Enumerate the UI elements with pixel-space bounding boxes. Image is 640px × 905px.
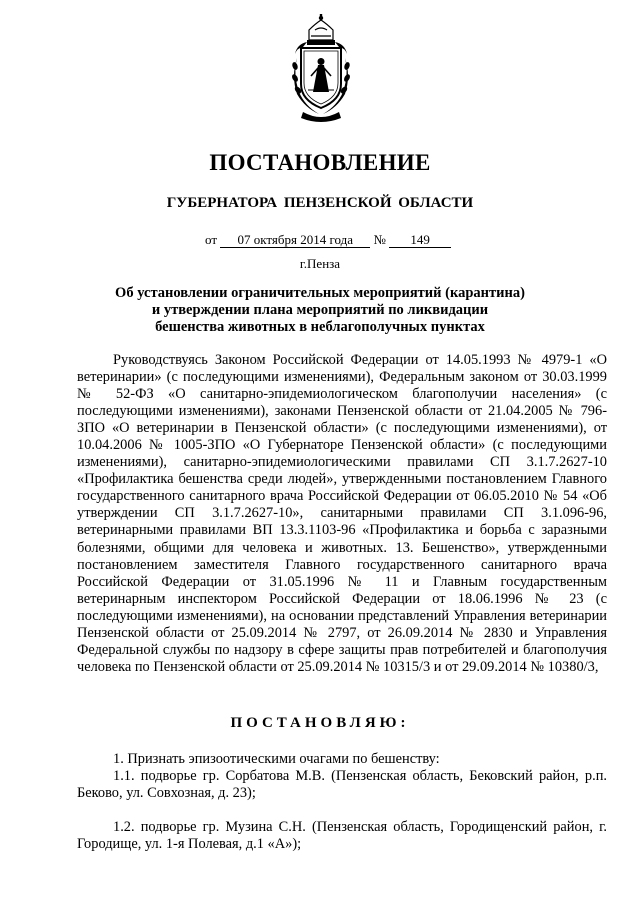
decree-word: ПОСТАНОВЛЯЮ: — [230, 715, 410, 731]
date-number-line — [205, 232, 451, 248]
document-city: г.Пенза — [299, 256, 341, 271]
document-date: 07 октября 2014 года — [220, 232, 370, 248]
preamble-paragraph: Руководствуясь Законом Российской Федерации от 14.05.1993 № 4979-1 «О ветеринарии» (с последующими изменениями), Федеральным законом от 30.03.1999 № 52-ФЗ «О санитарно-эпидемиологическом благополучии населения» (с последующими изменениями), законами Пензенской области от 21.04.2005 № 796-ЗПО «О ветеринарии в Пензенской области» (с последующими изменениями), от 10.04.2006 № 1005-ЗПО «О Губернаторе Пензенской области» (с последующими изменениями), санитарно-эпидемиологическими правилами СП 3.1.7.2627-10 «Профилактика бешенства среди людей», утвержденными постановлением Главного государственного санитарного врача Российской Федерации от 06.05.2010 № 54 «Об утверждении СП 3.1.7.2627-10», санитарными правилами СП 3.1.096-96, ветеринарными правилами ВП 13.3.1103-96 «Профилактика и борьба с заразными болезнями, общими для человека и животных. 13. Бешенство», утвержденными постановлением заместителя Главного государственного санитарного врача Российской Федерации от 31.05.1996 № 11 и Главным государственным ветеринарным инспектором Российской Федерации от 18.06.1996 № 23 (с последующими изменениями), на основании представлений Управления ветеринарии Пензенской области от 25.09.2014 № 2797, от 26.09.2014 № 2830 и Управления Федеральной службы по надзору в сфере защиты прав потребителей и благополучия человека по Пензенской области от 25.09.2014 № 10315/3 и от 29.09.2014 № 10380/3, — [77, 352, 607, 675]
heading-line: Об установлении ограничительных мероприятий (карантина) — [115, 285, 525, 301]
coat-of-arms-icon — [289, 14, 353, 124]
date-prefix: от — [205, 232, 218, 247]
document-title: ПОСТАНОВЛЕНИЕ — [209, 150, 431, 175]
list-item: 1. Признать эпизоотическими очагами по бешенству: — [113, 751, 440, 767]
list-item: 1.2. подворье гр. Музина С.Н. (Пензенская область, Городищенский район, г. Городище, ул. 1-я Полевая, д.1 «А»); — [77, 819, 607, 853]
document-heading — [100, 285, 540, 336]
heading-line: и утверждении плана мероприятий по ликвидации — [151, 302, 489, 318]
heading-line: бешенства животных в неблагополучных пунктах — [155, 319, 485, 335]
document-number: 149 — [389, 232, 451, 248]
document-subtitle: ГУБЕРНАТОРА ПЕНЗЕНСКОЙ ОБЛАСТИ — [166, 195, 474, 211]
number-prefix: № — [373, 232, 386, 247]
list-item: 1.1. подворье гр. Сорбатова М.В. (Пензенская область, Бековский район, р.п. Беково, ул. Совхозная, д. 23); — [77, 768, 607, 802]
